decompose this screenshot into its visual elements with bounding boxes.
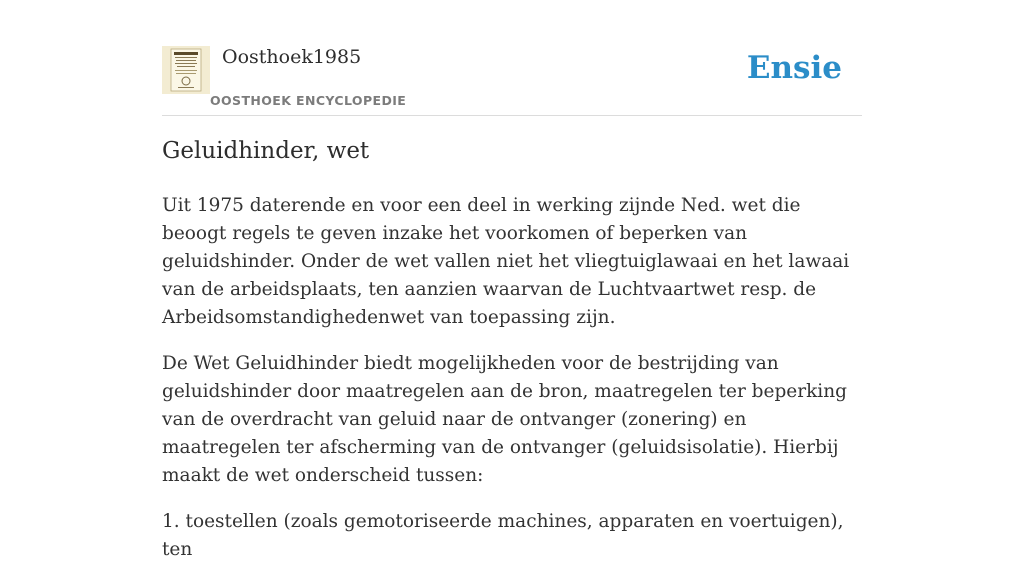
article-body bbox=[162, 192, 862, 582]
article-paragraph: 1. toestellen (zoals gemotoriseerde machines, apparaten en voertuigen), ten bbox=[162, 511, 844, 560]
book-cover-icon[interactable] bbox=[162, 46, 210, 94]
brand-logo[interactable]: Ensie bbox=[746, 50, 842, 86]
article-paragraph: De Wet Geluidhinder biedt mogelijkheden voor de bestrijding van geluidshinder door maatregelen aan de bron, maatregelen ter beperking van de overdracht van geluid naar de ontvanger (zonering) en maatregelen ter afscherming van de ontvanger (geluidsisolatie). Hierbij maakt de wet onderscheid tussen: bbox=[162, 353, 847, 486]
source-label[interactable]: OOSTHOEK ENCYCLOPEDIE bbox=[210, 93, 407, 108]
author-name[interactable]: Oosthoek1985 bbox=[222, 46, 362, 68]
header bbox=[162, 44, 862, 116]
article-paragraph: Uit 1975 daterende en voor een deel in werking zijnde Ned. wet die beoogt regels te geven inzake het voorkomen of beperken van geluidshinder. Onder de wet vallen niet het vliegtuiglawaai en het lawaai van de arbeidsplaats, ten aanzien waarvan de Luchtvaartwet resp. de Arbeidsomstandighedenwet van toepassing zijn. bbox=[162, 195, 850, 328]
article-title: Geluidhinder, wet bbox=[162, 138, 370, 164]
